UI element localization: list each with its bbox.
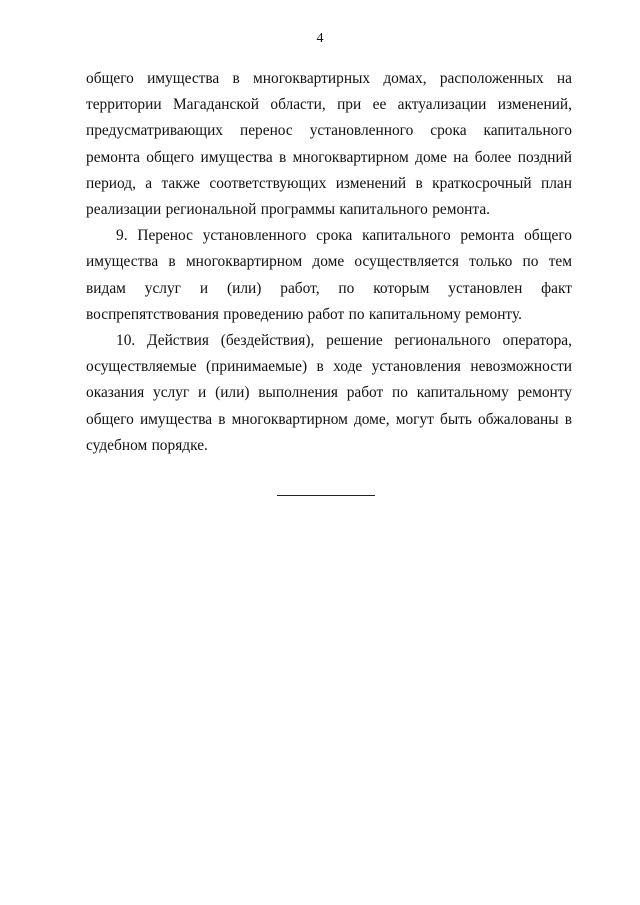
page-number: 4: [316, 31, 324, 46]
closing-divider: [277, 495, 375, 496]
document-body: [86, 66, 572, 459]
paragraph-item-10: 10. Действия (бездействия), решение регионального оператора, осуществляемые (принимаемые) в ходе установления невозможности оказания услуг и (или) выполнения работ по капитальному ремонту общего имущества в многоквартирном доме, могут быть обжалованы в судебном порядке.: [86, 332, 572, 454]
paragraph-item-9: 9. Перенос установленного срока капитального ремонта общего имущества в многоквартирном доме осуществляется только по тем видам услуг и (или) работ, по которым установлен факт воспрепятствования проведению работ по капитальному ремонту.: [86, 227, 572, 323]
paragraph-continuation: общего имущества в многоквартирных домах, расположенных на территории Магаданской области, при ее актуализации изменений, предусматривающих перенос установленного срока капитального ремонта общего имущества в многоквартирном доме на более поздний период, а также соответствующих изменений в краткосрочный план реализации региональной программы капитального ремонта.: [86, 70, 572, 219]
